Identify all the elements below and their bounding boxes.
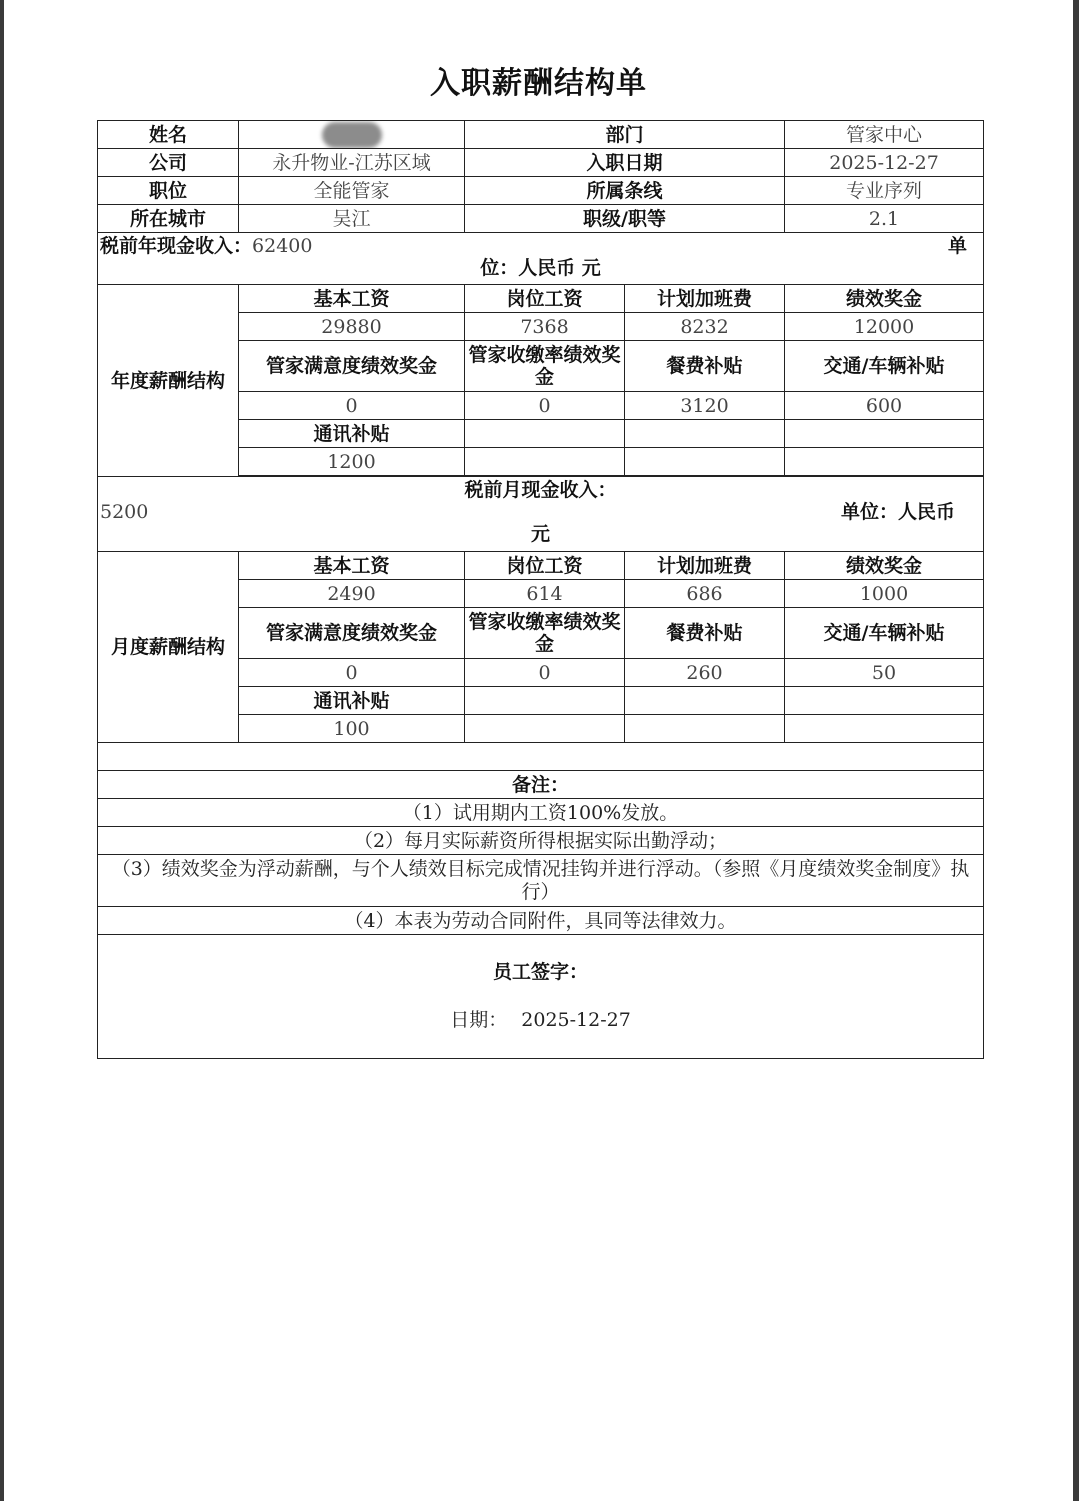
note-item: （2）每月实际薪资所得根据实际出勤浮动；	[98, 827, 984, 855]
grade-value: 2.1	[785, 205, 984, 233]
empty-cell	[625, 715, 785, 743]
company-value: 永升物业-江苏区域	[239, 149, 465, 177]
company-label: 公司	[98, 149, 239, 177]
empty-cell	[785, 715, 984, 743]
monthly-value-satisfaction: 0	[239, 659, 465, 687]
monthly-header-base: 基本工资	[239, 552, 465, 580]
monthly-unit-label: 单位：人民币	[841, 501, 956, 523]
signature-date-label: 日期：	[450, 1009, 508, 1031]
annual-value-meal: 3120	[625, 392, 785, 420]
empty-cell	[785, 448, 984, 476]
annual-header-transport: 交通/车辆补贴	[785, 341, 984, 392]
monthly-value-collection: 0	[465, 659, 625, 687]
document-page	[4, 0, 1073, 1501]
annual-value-overtime: 8232	[625, 313, 785, 341]
monthly-income-label: 税前月现金收入：	[464, 479, 617, 501]
city-value: 吴江	[239, 205, 465, 233]
monthly-header-overtime: 计划加班费	[625, 552, 785, 580]
annual-value-collection: 0	[465, 392, 625, 420]
annual-header-overtime: 计划加班费	[625, 285, 785, 313]
empty-cell	[785, 420, 984, 448]
note-item: （3）绩效奖金为浮动薪酬，与个人绩效目标完成情况挂钩并进行浮动。（参照《月度绩效奖金制度》执行）	[98, 855, 984, 907]
dept-value: 管家中心	[785, 121, 984, 149]
name-label: 姓名	[98, 121, 239, 149]
annual-income-value: 62400	[252, 235, 313, 257]
note-item: （4）本表为劳动合同附件，具同等法律效力。	[98, 907, 984, 935]
hire-date-label: 入职日期	[465, 149, 785, 177]
annual-income-label: 税前年现金收入：	[100, 235, 253, 257]
position-value: 全能管家	[239, 177, 465, 205]
empty-cell	[625, 420, 785, 448]
monthly-value-base: 2490	[239, 580, 465, 608]
monthly-header-telecom: 通讯补贴	[239, 687, 465, 715]
monthly-value-transport: 50	[785, 659, 984, 687]
empty-cell	[785, 687, 984, 715]
annual-section-label: 年度薪酬结构	[98, 285, 239, 477]
monthly-header-bonus: 绩效奖金	[785, 552, 984, 580]
redaction-blur	[322, 122, 382, 148]
annual-unit-a: 单	[948, 235, 968, 257]
notes-label: 备注：	[98, 771, 984, 799]
position-label: 职位	[98, 177, 239, 205]
monthly-header-transport: 交通/车辆补贴	[785, 608, 984, 659]
monthly-value-telecom: 100	[239, 715, 465, 743]
empty-cell	[465, 715, 625, 743]
monthly-value-bonus: 1000	[785, 580, 984, 608]
city-label: 所在城市	[98, 205, 239, 233]
monthly-income-value: 5200	[100, 501, 149, 523]
dept-label: 部门	[465, 121, 785, 149]
line-label: 所属条线	[465, 177, 785, 205]
blank-row	[98, 743, 984, 771]
monthly-header-post: 岗位工资	[465, 552, 625, 580]
empty-cell	[465, 448, 625, 476]
annual-value-transport: 600	[785, 392, 984, 420]
annual-value-post: 7368	[465, 313, 625, 341]
monthly-income-unit: 元	[531, 523, 551, 545]
annual-header-satisfaction: 管家满意度绩效奖金	[239, 341, 465, 392]
empty-cell	[625, 687, 785, 715]
annual-value-base: 29880	[239, 313, 465, 341]
signature-date-value: 2025-12-27	[521, 1009, 631, 1031]
annual-header-post: 岗位工资	[465, 285, 625, 313]
grade-label: 职级/职等	[465, 205, 785, 233]
empty-cell	[625, 448, 785, 476]
hire-date-value: 2025-12-27	[785, 149, 984, 177]
annual-header-collection: 管家收缴率绩效奖金	[465, 341, 625, 392]
annual-value-bonus: 12000	[785, 313, 984, 341]
annual-header-meal: 餐费补贴	[625, 341, 785, 392]
annual-header-base: 基本工资	[239, 285, 465, 313]
line-value: 专业序列	[785, 177, 984, 205]
annual-header-telecom: 通讯补贴	[239, 420, 465, 448]
signature-block	[98, 935, 984, 1059]
annual-value-telecom: 1200	[239, 448, 465, 476]
document-title: 入职薪酬结构单	[430, 66, 647, 101]
annual-value-satisfaction: 0	[239, 392, 465, 420]
monthly-section-label: 月度薪酬结构	[98, 552, 239, 743]
name-value-redacted	[239, 121, 465, 149]
monthly-income-row	[98, 477, 984, 552]
annual-income-row	[98, 233, 984, 285]
annual-unit-b: 位：人民币 元	[480, 257, 601, 279]
empty-cell	[465, 687, 625, 715]
monthly-header-satisfaction: 管家满意度绩效奖金	[239, 608, 465, 659]
note-item: （1）试用期内工资100%发放。	[98, 799, 984, 827]
monthly-value-meal: 260	[625, 659, 785, 687]
salary-structure-table	[97, 120, 984, 1059]
signature-label: 员工签字：	[493, 961, 589, 983]
annual-header-bonus: 绩效奖金	[785, 285, 984, 313]
monthly-value-overtime: 686	[625, 580, 785, 608]
monthly-header-collection: 管家收缴率绩效奖金	[465, 608, 625, 659]
monthly-value-post: 614	[465, 580, 625, 608]
empty-cell	[465, 420, 625, 448]
monthly-header-meal: 餐费补贴	[625, 608, 785, 659]
